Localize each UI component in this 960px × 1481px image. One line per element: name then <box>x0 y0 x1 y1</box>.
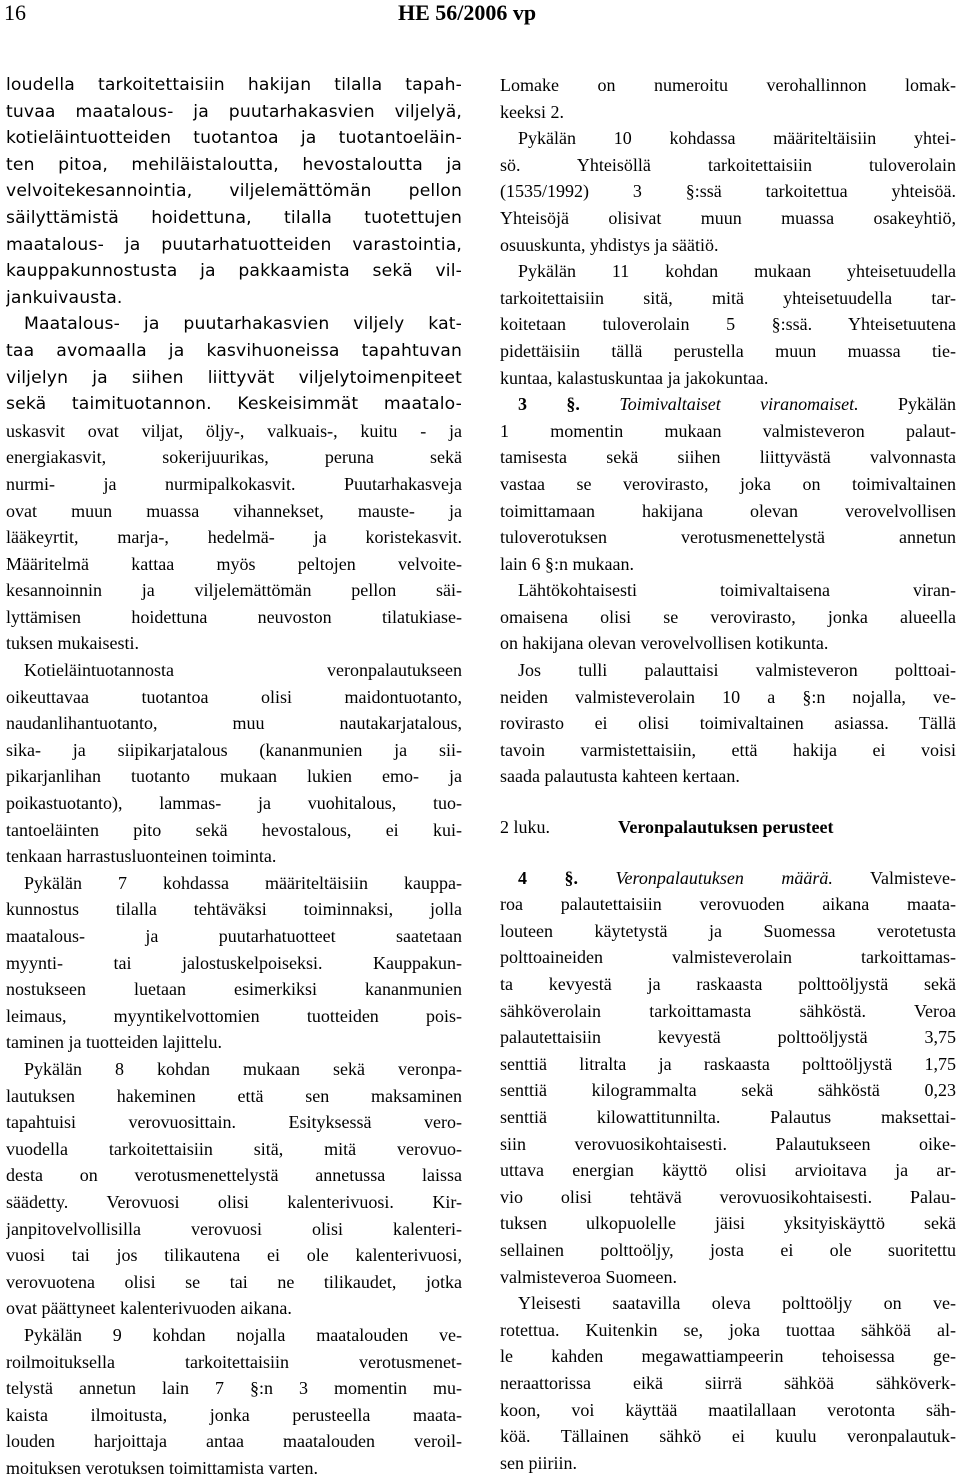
section-3-rest: Pykälän <box>858 394 956 415</box>
text-line: taa avomaalla ja kasvihuoneissa tapahtuvan <box>6 340 462 361</box>
text-line: senttiä litralta ja raskaasta polttoöljystä 1,75 <box>500 1053 956 1074</box>
text-line: viljelyn ja siihen liittyvät viljelytoimenpiteet <box>6 367 462 388</box>
text-line: sekä taimituotannon. Keskeisimmät maatalo- <box>6 394 462 415</box>
text-line: energiakasvit, sokerijuurikas, peruna sekä <box>6 447 462 468</box>
text-line: lyttämisen hoidettuna neuvoston tilatukiase- <box>6 606 462 627</box>
section-4-rest: Valmisteve- <box>832 867 956 888</box>
page-number: 16 <box>4 0 26 25</box>
page-header <box>0 0 960 30</box>
left-column <box>6 72 464 1481</box>
text-line: tenkaan harrastusluonteinen toiminta. <box>6 846 277 867</box>
chapter-label: 2 luku. <box>500 817 551 838</box>
text-line: tuksen mukaisesti. <box>6 633 139 654</box>
text-line: le kahden megawattiampeerin tehoisessa ge- <box>500 1346 956 1367</box>
text-line: roa palautettaisiin verovuoden aikana maata- <box>500 894 956 915</box>
text-line: Jos tulli palauttaisi valmisteveron polttoai- <box>518 660 956 681</box>
section-3-number: 3 §. <box>518 394 580 415</box>
text-line: tuvaa maatalous- ja puutarhakasvien viljelyä, <box>6 101 462 122</box>
text-line: neiden valmisteverolain 10 a §:n nojalla, ve- <box>500 686 956 707</box>
text-line: jankuivausta. <box>6 287 123 308</box>
right-paragraphs-b <box>500 418 956 790</box>
text-line: lautuksen hakeminen että sen maksaminen <box>6 1085 462 1106</box>
text-line: polttoaineiden valmisteverolain tarkoittamas- <box>500 947 956 968</box>
text-line: ten pitoa, mehiläistaloutta, hevostaloutta ja <box>6 154 462 175</box>
text-line: uttava energian käyttö olisi arvioitava ja ar- <box>500 1160 956 1181</box>
text-line: valmisteveroa Suomeen. <box>500 1266 677 1287</box>
text-line: louteen käytetystä ja Suomessa verotetusta <box>500 920 956 941</box>
text-line: tapahtuisi verovuosittain. Esityksessä vero- <box>6 1112 462 1133</box>
text-line: Maatalous- ja puutarhakasvien viljely kat- <box>24 314 462 335</box>
text-line: Pykälän 9 kohdan nojalla maatalouden ve- <box>24 1324 462 1345</box>
text-line: ovat muun muassa vihannekset, mauste- ja <box>6 500 462 521</box>
text-line: sö. Yhteisöllä tarkoitettaisiin tuloverolain <box>500 154 956 175</box>
text-line: siin verovuosikohtaisesti. Palautukseen oike- <box>500 1133 956 1154</box>
text-line: koon, voi käyttää maatilallaan verotonta säh- <box>500 1399 956 1420</box>
text-line: kuntaa, kalastuskuntaa ja jakokuntaa. <box>500 367 769 388</box>
text-line: janpitovelvollisilla verovuosi olisi kalenteri- <box>6 1218 462 1239</box>
text-line: velvoitekesannointia, viljelemättömän pellon <box>6 181 462 202</box>
text-line: vastaa se verovirasto, joka on toimivaltainen <box>500 473 956 494</box>
text-line: maatalous- ja puutarhatuotteet saatetaan <box>6 926 462 946</box>
text-line: senttiä kilogrammalta sekä sähköstä 0,23 <box>500 1080 956 1101</box>
text-line: vuodella tarkoitettaisiin sitä, mitä verovuo- <box>6 1138 462 1159</box>
section-4-title: Veronpalautuksen määrä. <box>615 867 833 888</box>
text-line: saada palautusta kahteen kertaan. <box>500 766 740 787</box>
text-line: Pykälän 7 kohdassa määriteltäisiin kauppa- <box>24 872 462 893</box>
text-line: pikarjanlihan tuotanto mukaan lukien emo- ja <box>6 766 462 787</box>
text-line: kesannoinnin ja viljelemättömän pellon säi- <box>6 580 462 601</box>
text-line: oikeuttavaa tuotantoa olisi maidontuotanto, <box>6 686 462 707</box>
chapter-heading <box>500 814 956 841</box>
text-line: nostukseen luetaan esimerkiksi kananmunien <box>6 979 462 1000</box>
section-3-title: Toimivaltaiset viranomaiset. <box>619 394 859 415</box>
text-line: kotieläintuotteiden tuotantoa ja tuotantoeläin- <box>6 128 462 149</box>
text-line: tuloverotuksen verotusmenettelystä annetun <box>500 527 956 548</box>
text-line: taminen ja tuotteiden lajittelu. <box>6 1032 222 1053</box>
text-line: louden harjoittaja antaa maatalouden veroil- <box>6 1431 462 1452</box>
text-line: omaisena olisi se verovirasto, jonka alueella <box>500 606 956 627</box>
text-line: koitetaan tuloverolain 5 §:ssä. Yhteisetuutena <box>500 314 956 335</box>
text-line: Lähtökohtaisesti toimivaltaisena viran- <box>518 580 956 601</box>
text-line: moituksen verotuksen toimittamista varten. <box>6 1457 318 1478</box>
text-line: ta kevyestä ja raskaasta polttoöljystä sekä <box>500 974 956 994</box>
text-line: verovuotena olisi se tai ne tilikaudet, jotka <box>6 1271 462 1292</box>
text-line: Pykälän 11 kohdan mukaan yhteisetuudella <box>518 261 956 282</box>
text-line: pidettäisiin tällä perustella muun muassa tie- <box>500 340 956 361</box>
text-line: kunnostus tilalla tehtäväksi toiminnaksi, jolla <box>6 899 462 920</box>
text-line: poikastuotanto), lammas- ja vuohitalous, tuo- <box>6 793 462 814</box>
text-line: ovat päättyneet kalenterivuoden aikana. <box>6 1298 292 1319</box>
text-line: senttiä kilowattitunnilta. Palautus maksettai- <box>500 1106 956 1127</box>
right-paragraphs-a <box>500 72 956 391</box>
chapter-title: Veronpalautuksen perusteet <box>618 817 834 838</box>
text-line: telystä annetun lain 7 §:n 3 momentin mu- <box>6 1378 462 1399</box>
text-line: Yleisesti saatavilla oleva polttoöljy on ve- <box>518 1293 956 1314</box>
text-line: köä. Tällainen sähkö ei kuulu veronpalautuk- <box>500 1426 956 1447</box>
text-line: Lomake on numeroitu verohallinnon lomak- <box>500 75 956 95</box>
text-line: roilmoituksella tarkoitettaisiin verotusmenet- <box>6 1351 462 1372</box>
text-line: (1535/1992) 3 §:ssä tarkoitettua yhteisöä. <box>500 181 956 202</box>
text-line: kauppakunnostusta ja pakkaamista sekä vil- <box>6 261 462 282</box>
text-line: vio olisi tehtävä verovuosikohtaisesti. Palau- <box>500 1186 956 1207</box>
text-line: uskasvit ovat viljat, öljy-, valkuais-, kuitu - ja <box>6 420 462 441</box>
text-line: myynti- tai jalostuskelpoiseksi. Kauppakun- <box>6 952 462 973</box>
text-line: Kotieläintuotannosta veronpalautukseen <box>24 660 462 681</box>
text-line: vuosi tai jos tilikautena ei ole kalenterivuosi, <box>6 1245 462 1266</box>
text-line: lääkeyrtit, marja-, hedelmä- ja koristekasvit. <box>6 527 462 548</box>
text-line: maatalous- ja puutarhatuotteiden varastointia, <box>6 234 462 255</box>
right-paragraphs-c <box>500 891 956 1476</box>
text-line: naudanlihantuotanto, muu nautakarjatalous, <box>6 713 462 734</box>
text-line: säilyttämistä hoidettuna, tilalla tuotettujen <box>6 207 462 228</box>
text-line: tavoin varmistettaisiin, että hakija ei voisi <box>500 739 956 760</box>
text-line: 1 momentin mukaan valmisteveron palaut- <box>500 420 956 441</box>
text-line: Yhteisöjä olisivat muun muassa osakeyhtiö, <box>500 207 956 228</box>
text-line: tuksen ulkopuolelle jäisi yksityiskäyttö sekä <box>500 1213 956 1234</box>
text-line: säädetty. Verovuosi olisi kalenterivuosi. Kir- <box>6 1191 462 1212</box>
text-line: lain 6 §:n mukaan. <box>500 553 634 574</box>
text-line: osuuskunta, yhdistys ja säätiö. <box>500 234 719 255</box>
text-line: nurmi- ja nurmipalkokasvit. Puutarhakasveja <box>6 473 462 494</box>
text-line: Määritelmä kattaa myös peltojen velvoite- <box>6 553 462 574</box>
text-line: tantoeläinten pito sekä hevostalous, ei kui- <box>6 819 462 840</box>
text-line: keeksi 2. <box>500 101 564 122</box>
text-line: toimittamaan hakijana olevan verovelvollisen <box>500 500 956 521</box>
section-3-first-line <box>500 391 956 418</box>
text-line: Pykälän 10 kohdassa määriteltäisiin yhtei- <box>518 128 956 149</box>
text-line: rovirasto ei olisi toimivaltainen asiassa. Tällä <box>500 713 956 734</box>
text-line: desta on verotusmenettelystä annetussa laissa <box>6 1165 462 1186</box>
text-line: loudella tarkoitettaisiin hakijan tilalla tapah- <box>6 75 462 95</box>
text-line: leimaus, myyntikelvottomien tuotteiden pois- <box>6 1005 462 1026</box>
text-line: sika- ja siipikarjatalous (kananmunien ja sii- <box>6 739 462 760</box>
text-line: sen piiriin. <box>500 1452 577 1473</box>
text-line: Pykälän 8 kohdan mukaan sekä veronpa- <box>24 1058 462 1079</box>
text-line: sellainen polttoöljy, josta ei ole suoritettu <box>500 1239 956 1260</box>
section-4-number: 4 §. <box>518 867 579 888</box>
section-4-first-line <box>500 865 956 892</box>
text-line: rotettua. Kuitenkin se, joka tuottaa sähköä al- <box>500 1319 956 1340</box>
text-line: on hakijana olevan verovelvollisen kotikunta. <box>500 633 829 654</box>
text-line: sähköverolain tarkoittamasta sähköstä. Veroa <box>500 1000 956 1021</box>
right-column <box>500 72 956 1476</box>
text-line: tarkoitettaisiin sitä, mitä yhteisetuudella tar- <box>500 287 956 308</box>
text-line: tamisesta sekä siihen liittyvästä valvonnasta <box>500 447 956 468</box>
text-line: palautettaisiin kevyestä polttoöljystä 3,75 <box>500 1027 956 1048</box>
document-id: HE 56/2006 vp <box>398 0 537 25</box>
text-line: neraattorissa eikä siirrä sähköä sähköverk- <box>500 1372 956 1393</box>
text-line: kaista ilmoitusta, jonka perusteella maata- <box>6 1404 462 1425</box>
